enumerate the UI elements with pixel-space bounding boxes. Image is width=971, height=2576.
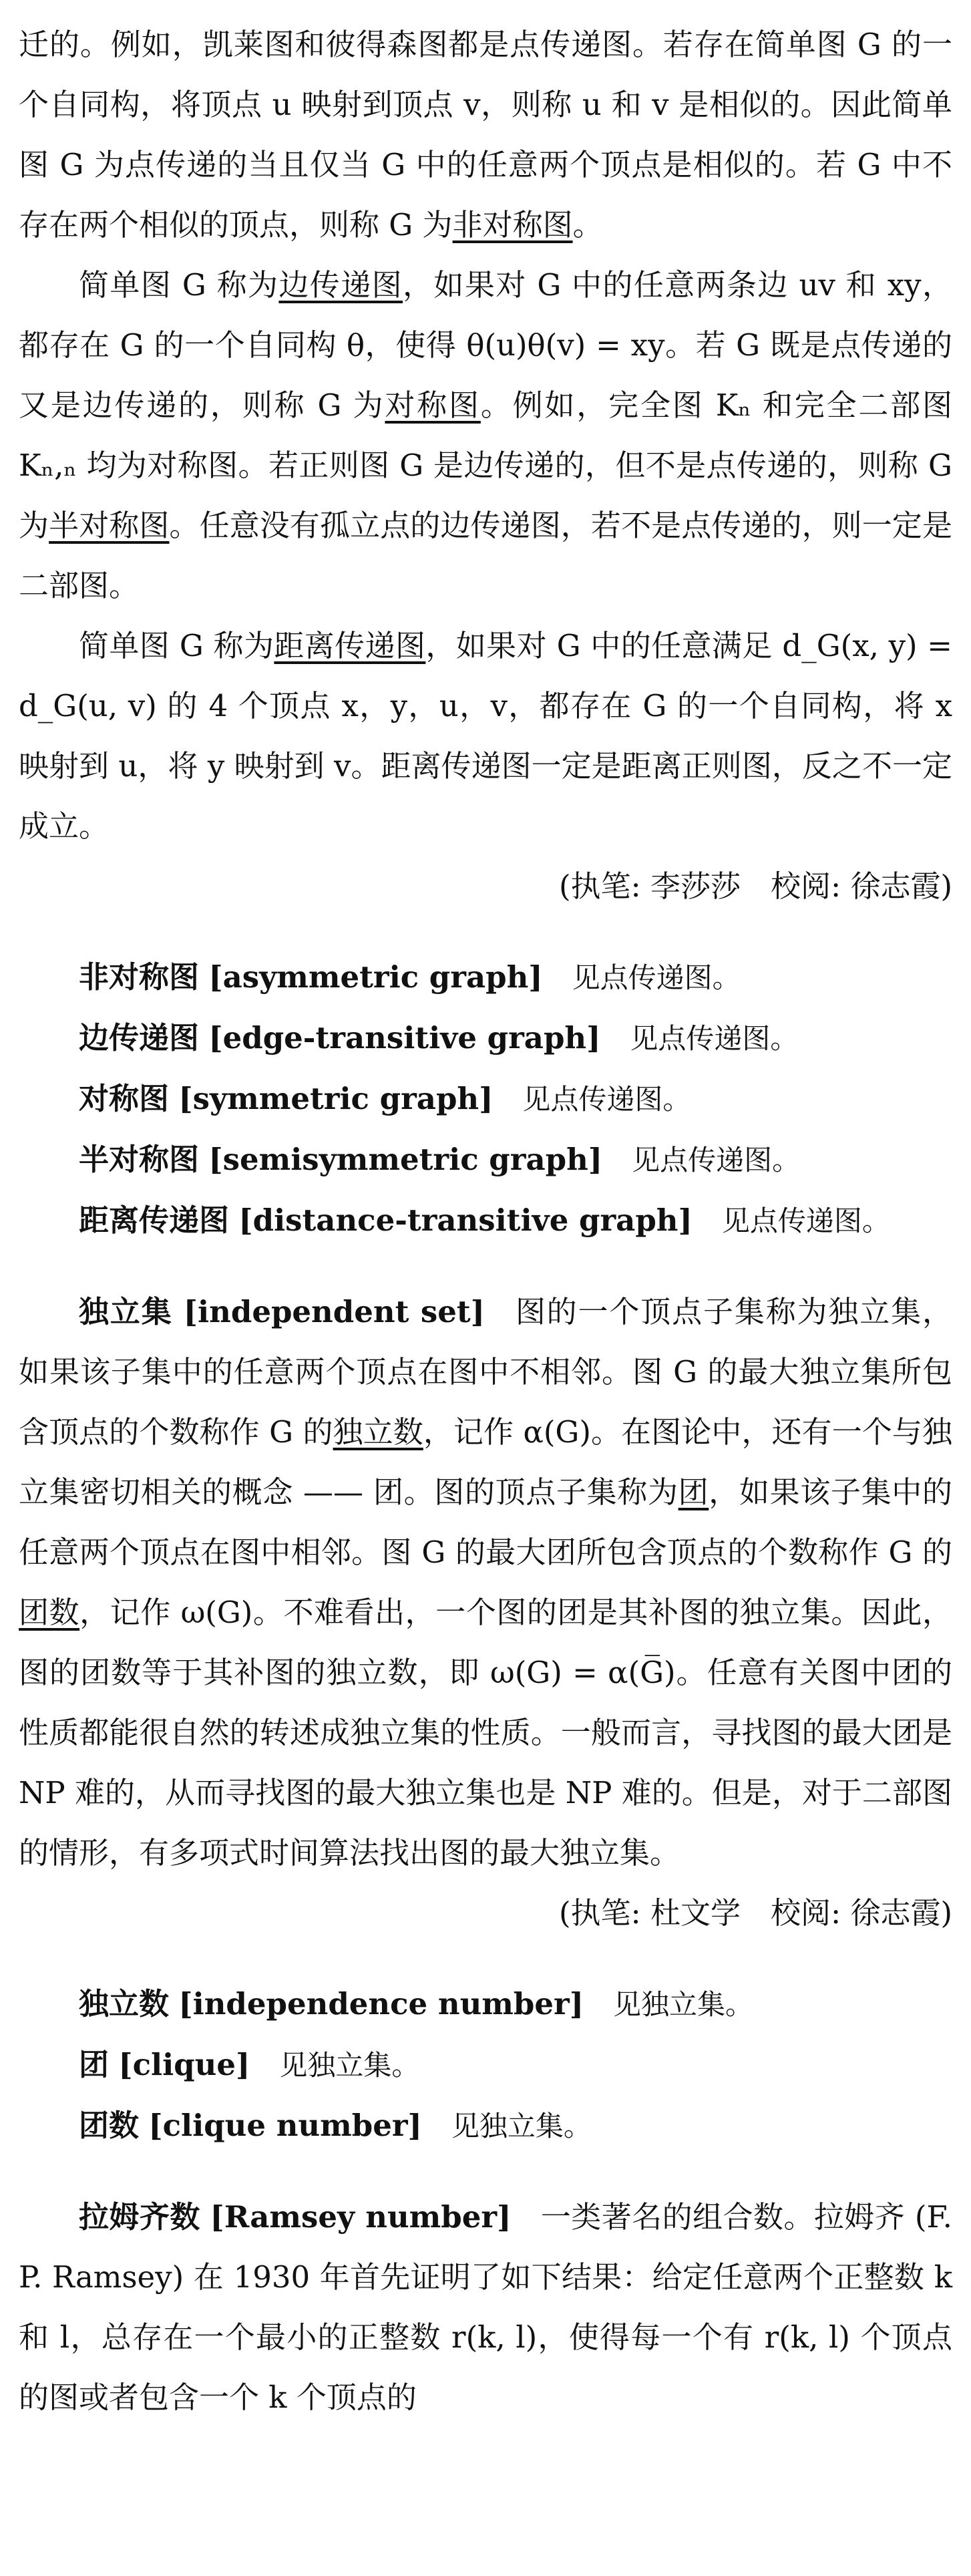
xref-entry: 对称图 [symmetric graph] 见点传递图。 bbox=[79, 1081, 691, 1116]
entry-ramsey-number: 拉姆齐数 [Ramsey number] 一类著名的组合数。拉姆齐 (F. P. Ramsey) 在 1930 年首先证明了如下结果：给定任意两个正整数 k 和 l，总存在一个最小的正整数 r(k, l)，使得每一个有 r(k, l) 个顶点的图或者包含一个 k 个顶点的 bbox=[19, 2199, 952, 2415]
paragraph-distance-transitive: 简单图 G 称为距离传递图，如果对 G 中的任意满足 d_G(x, y) = d_G(u, v) 的 4 个顶点 x，y，u，v，都存在 G 的一个自同构，将 x 映射到 u，将 y 映射到 v。距离传递图一定是距离正则图，反之不一定成立。 bbox=[19, 628, 952, 844]
xref-entry: 团 [clique] 见独立集。 bbox=[79, 2047, 420, 2082]
term-edge-transitive-graph: 边传递图 bbox=[278, 267, 403, 303]
cross-reference-list-1 bbox=[19, 947, 952, 1251]
term-asymmetric-graph: 非对称图 bbox=[452, 207, 573, 243]
entry-headword: 独立集 bbox=[79, 1294, 173, 1329]
paragraph-vertex-transitive-end: 迁的。例如，凯莱图和彼得森图都是点传递图。若存在简单图 G 的一个自同构，将顶点 u 映射到顶点 v，则称 u 和 v 是相似的。因此简单图 G 为点传递的当且仅当 G 中的任意两个顶点是相似的。若 G 中不存在两个相似的顶点，则称 G 为非对称图。 bbox=[19, 27, 952, 243]
xref-entry: 非对称图 [asymmetric graph] 见点传递图。 bbox=[79, 959, 741, 995]
xref-entry: 距离传递图 [distance-transitive graph] 见点传递图。 bbox=[79, 1202, 890, 1238]
term-clique: 团 bbox=[678, 1474, 709, 1510]
credit-line-1: (执笔: 李莎莎 校阅: 徐志霞) bbox=[558, 868, 952, 904]
credit-line-2: (执笔: 杜文学 校阅: 徐志霞) bbox=[558, 1895, 952, 1931]
xref-entry: 团数 [clique number] 见独立集。 bbox=[79, 2108, 592, 2143]
entry-headword: 拉姆齐数 bbox=[79, 2199, 200, 2235]
term-independence-number: 独立数 bbox=[333, 1414, 423, 1450]
xref-entry: 独立数 [independence number] 见独立集。 bbox=[79, 1986, 754, 2022]
entry-independent-set: 独立集 [independent set] 图的一个顶点子集称为独立集，如果该子集中的任意两个顶点在图中不相邻。图 G 的最大独立集所包含顶点的个数称作 G 的独立数，记作 α(G)。在图论中，还有一个与独立集密切相关的概念 —— 团。图的顶点子集称为团，如果该子集中的任意两个顶点在图中相邻。图 G 的最大团所包含顶点的个数称作 G 的团数，记作 ω(G)。不难看出，一个图的团是其补图的独立集。因此，图的团数等于其补图的独立数，即 ω(G) = α(G̅)。任意有关图中团的性质都能很自然的转述成独立集的性质。一般而言，寻找图的最大团是 NP 难的，从而寻找图的最大独立集也是 NP 难的。但是，对于二部图的情形，有多项式时间算法找出图的最大独立集。 bbox=[19, 1294, 952, 1871]
term-semisymmetric-graph: 半对称图 bbox=[49, 508, 170, 543]
term-symmetric-graph: 对称图 bbox=[385, 387, 481, 423]
term-clique-number: 团数 bbox=[19, 1595, 80, 1630]
xref-entry: 半对称图 [semisymmetric graph] 见点传递图。 bbox=[79, 1142, 801, 1177]
cross-reference-list-2 bbox=[19, 1974, 952, 2156]
term-distance-transitive-graph: 距离传递图 bbox=[274, 628, 426, 663]
xref-entry: 边传递图 [edge-transitive graph] 见点传递图。 bbox=[79, 1020, 799, 1056]
paragraph-edge-transitive: 简单图 G 称为边传递图，如果对 G 中的任意两条边 uv 和 xy，都存在 G 的一个自同构 θ，使得 θ(u)θ(v) = xy。若 G 既是点传递的又是边传递的，则称 G 为对称图。例如，完全图 Kₙ 和完全二部图 Kₙ,ₙ 均为对称图。若正则图 G 是边传递的，但不是点传递的，则称 G 为半对称图。任意没有孤立点的边传递图，若不是点传递的，则一定是二部图。 bbox=[19, 267, 952, 603]
